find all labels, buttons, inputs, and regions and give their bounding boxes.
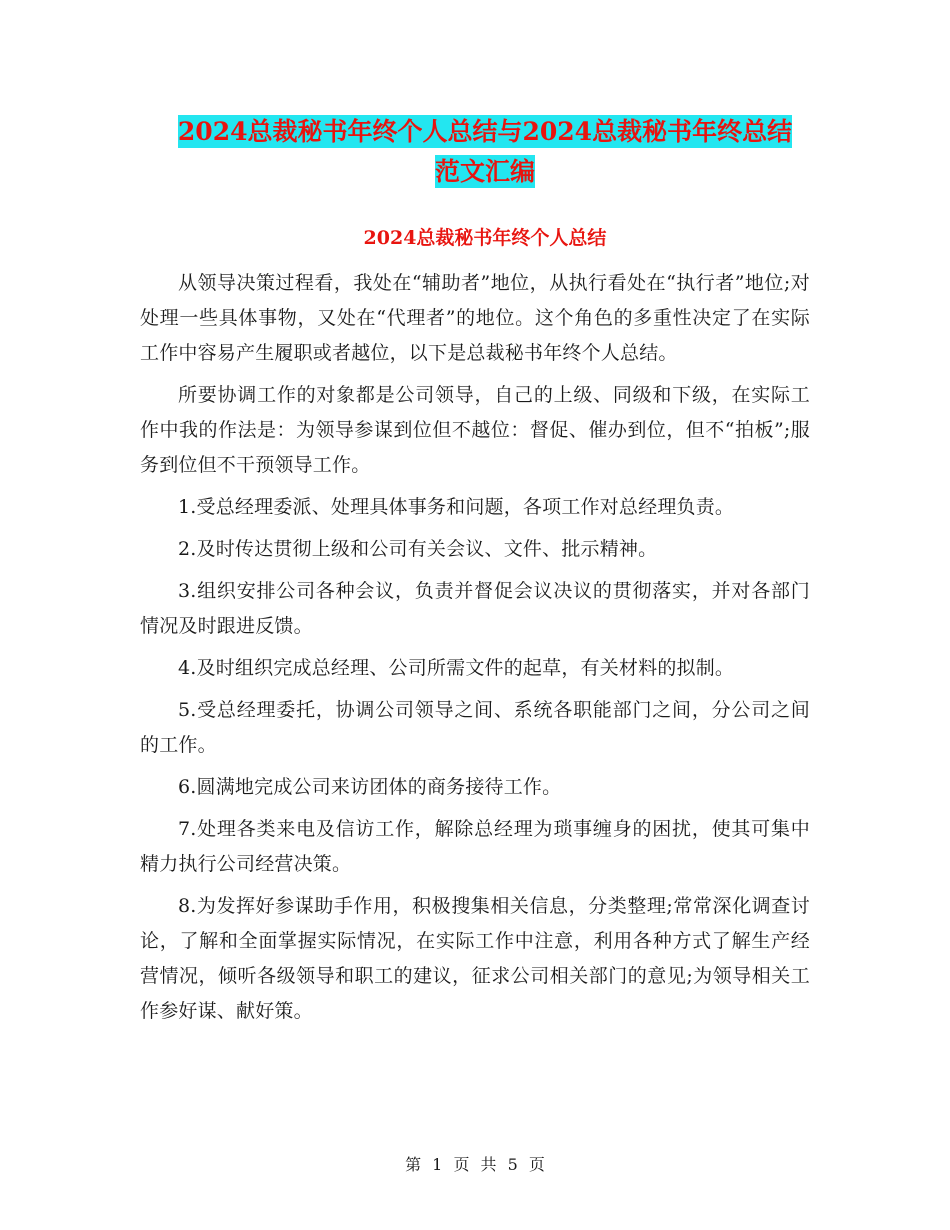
document-body [140, 266, 810, 1036]
paragraph: 1.受总经理委派、处理具体事务和问题，各项工作对总经理负责。 [178, 496, 735, 518]
document-title-line2: 范文汇编 [434, 157, 535, 186]
page-footer: 第 1 页 共 5 页 [405, 1155, 545, 1174]
document-title [140, 112, 830, 192]
paragraph: 5.受总经理委托，协调公司领导之间、系统各职能部门之间，分公司之间的工作。 [140, 699, 810, 756]
paragraph: 7.处理各类来电及信访工作，解除总经理为琐事缠身的困扰，使其可集中精力执行公司经营决策。 [140, 818, 810, 875]
paragraph: 3.组织安排公司各种会议，负责并督促会议决议的贯彻落实，并对各部门情况及时跟进反馈。 [140, 580, 810, 637]
paragraph: 从领导决策过程看，我处在“辅助者”地位，从执行看处在“执行者”地位;对处理一些具体事物，又处在“代理者”的地位。这个角色的多重性决定了在实际工作中容易产生履职或者越位，以下是总裁秘书年终个人总结。 [140, 272, 810, 364]
section-title: 2024总裁秘书年终个人总结 [363, 227, 607, 249]
paragraph: 4.及时组织完成总经理、公司所需文件的起草，有关材料的拟制。 [178, 657, 735, 679]
paragraph: 所要协调工作的对象都是公司领导，自己的上级、同级和下级，在实际工作中我的作法是：为领导参谋到位但不越位：督促、催办到位，但不“拍板”;服务到位但不干预领导工作。 [140, 384, 810, 476]
paragraph: 2.及时传达贯彻上级和公司有关会议、文件、批示精神。 [178, 538, 658, 560]
document-title-line1: 2024总裁秘书年终个人总结与2024总裁秘书年终总结 [177, 117, 793, 146]
paragraph: 8.为发挥好参谋助手作用，积极搜集相关信息，分类整理;常常深化调查讨论，了解和全面掌握实际情况，在实际工作中注意，利用各种方式了解生产经营情况，倾听各级领导和职工的建议，征求公司相关部门的意见;为领导相关工作参好谋、献好策。 [140, 895, 810, 1022]
paragraph: 6.圆满地完成公司来访团体的商务接待工作。 [178, 776, 562, 798]
